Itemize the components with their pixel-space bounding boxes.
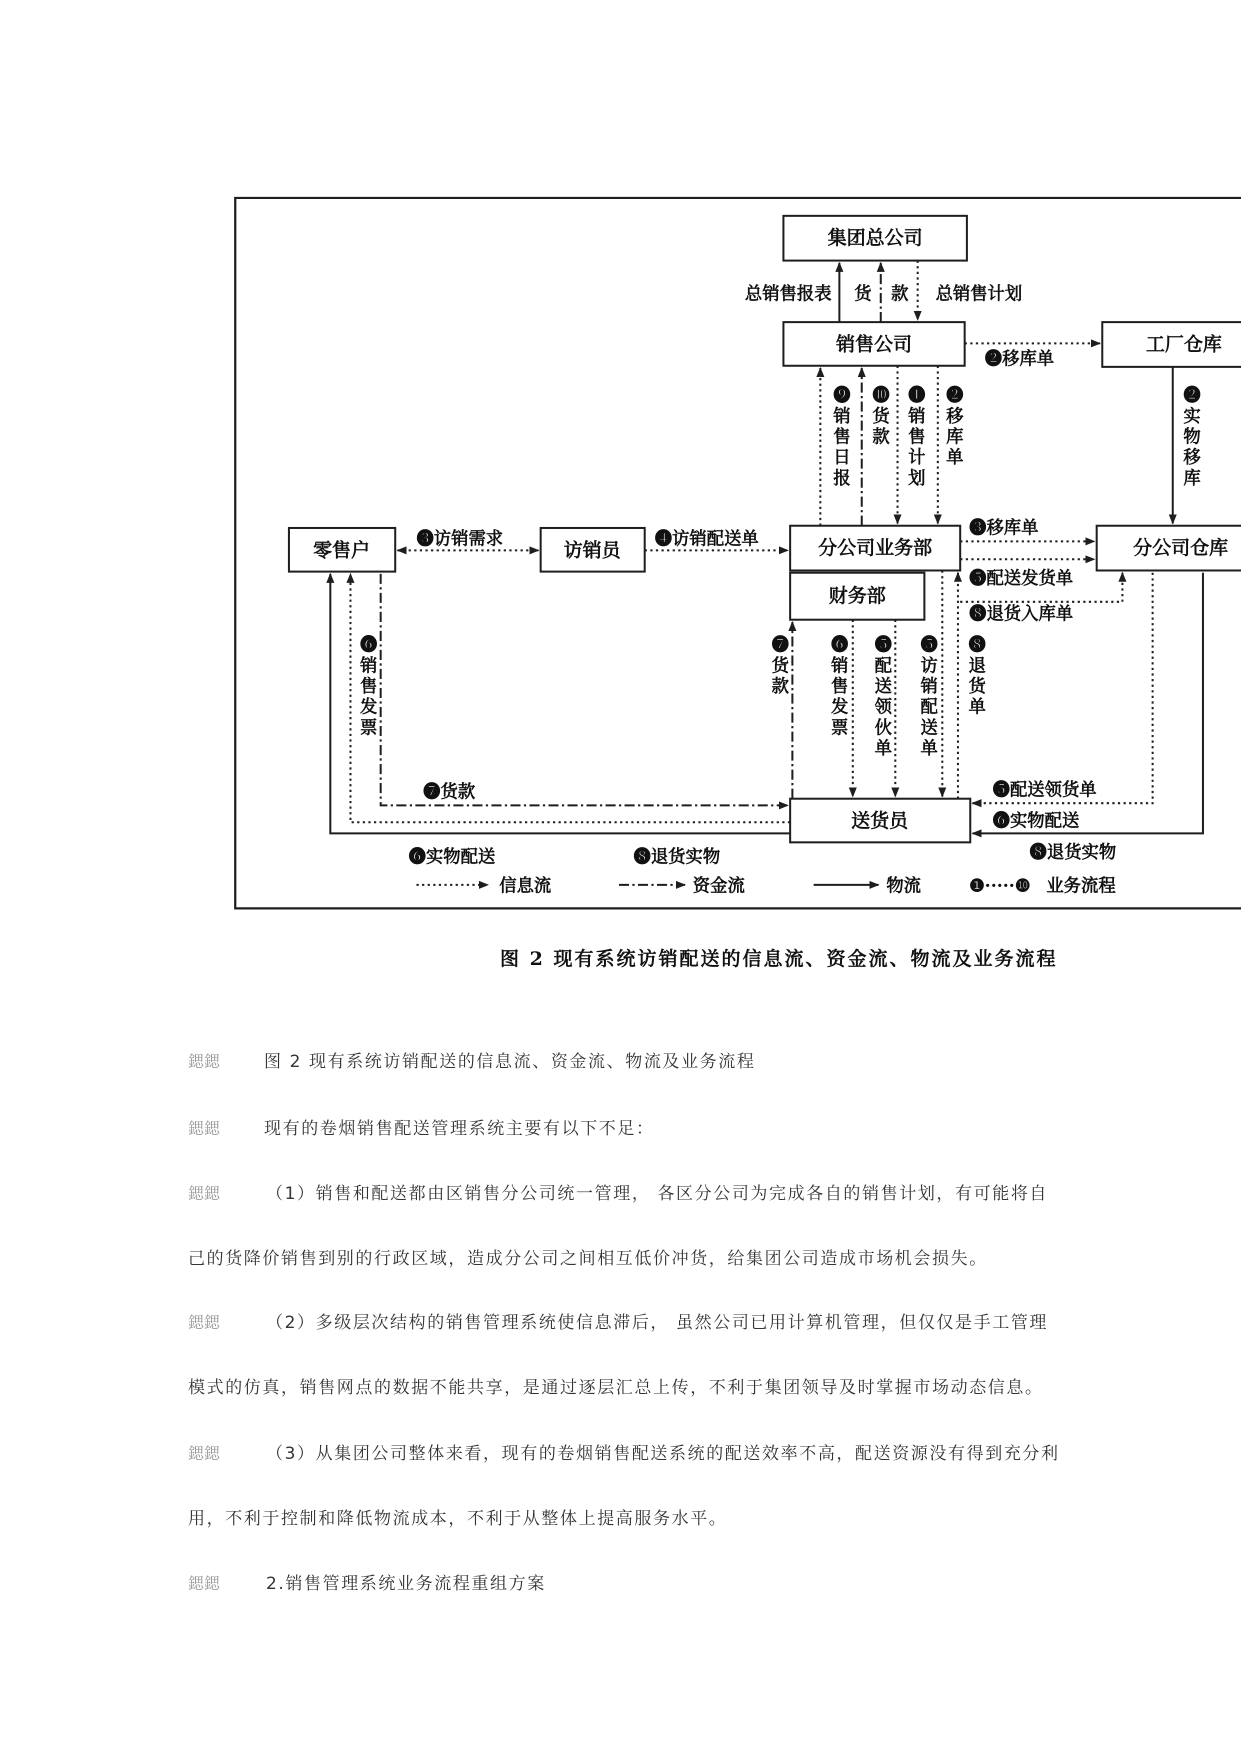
box-deliveryman (790, 799, 970, 843)
paragraph-line: 用，不利于控制和降低物流成本，不利于从整体上提高服务水平。 (188, 1509, 728, 1529)
legend-info-flow-label: 信息流 (499, 876, 552, 897)
label-physical-delivery-left: ❻实物配送 (408, 847, 496, 868)
paragraph-line: （1）销售和配送都由区销售分公司统一管理， 各区分公司为完成各自的销售计划，有可能将自 (266, 1184, 1049, 1204)
label-payment-to-sales-company: ❿货款 (868, 385, 889, 448)
label-total-sales-report: 总销售报表 (744, 284, 832, 305)
box-sales-rep (541, 528, 645, 572)
garbled-marker: 鍶鍶 (188, 1574, 221, 1593)
label-transfer-order-vertical: ❷移库单 (942, 385, 963, 469)
box-factory-warehouse (1102, 322, 1241, 367)
box-label-branch-warehouse: 分公司仓库 (1133, 537, 1229, 560)
box-group-hq (783, 216, 966, 261)
box-label-finance-dept: 财务部 (828, 585, 886, 608)
legend-logistics-label: 物流 (886, 876, 922, 897)
box-label-deliveryman: 送货员 (851, 810, 909, 833)
label-sales-invoice-left: ❻销售发票 (356, 635, 377, 739)
garbled-marker: 鍶鍶 (188, 1184, 221, 1203)
legend-process-label: 业务流程 (1046, 876, 1116, 897)
label-visit-demand: ❸访销需求 (416, 529, 504, 550)
label-payment-bottom: ❼货款 (423, 782, 476, 803)
paragraph-line: 模式的仿真，销售网点的数据不能共享，是通过逐层汇总上传，不利于集团领导及时掌握市场动态信息。 (188, 1378, 1044, 1398)
arrow-sales-invoice-left (350, 574, 790, 822)
garbled-marker: 鍶鍶 (188, 1052, 221, 1071)
label-delivery-pick-order-center: ❺配送领伙单 (870, 635, 891, 760)
legend-money-flow-label: 资金流 (692, 876, 745, 897)
legend-process-symbol: ❶·····❿ (969, 876, 1031, 897)
label-daily-sales-report: ❾销售日报 (829, 385, 850, 490)
box-finance-dept (790, 573, 924, 620)
label-return-goods-left: ❽退货实物 (633, 847, 721, 868)
box-label-factory-warehouse: 工厂仓库 (1145, 333, 1222, 356)
paragraph-line: （3）从集团公司整体来看，现有的卷烟销售配送系统的配送效率不高，配送资源没有得到充分利 (266, 1444, 1060, 1464)
label-delivery-dispatch-order: ❺配送发货单 (969, 568, 1074, 589)
label-return-inbound-order: ❽退货入库单 (969, 604, 1074, 625)
paragraph-line: 己的货降价销售到别的行政区域，造成分公司之间相互低价冲货，给集团公司造成市场机会损失。 (188, 1249, 988, 1269)
label-payment-to-finance: ❼货款 (767, 635, 788, 698)
figure-caption: 图 2 现有系统访销配送的信息流、资金流、物流及业务流程 (500, 948, 1058, 970)
box-label-group-hq: 集团总公司 (827, 227, 923, 250)
box-retailer (289, 528, 395, 572)
arrow-physical-delivery-left (330, 574, 790, 834)
legend (416, 876, 1116, 897)
label-total-sales-plan: 总销售计划 (935, 284, 1023, 305)
box-label-branch-business-dept: 分公司业务部 (818, 537, 933, 560)
paragraph-line: 图 2 现有系统访销配送的信息流、资金流、物流及业务流程 (264, 1052, 756, 1072)
flow-diagram (233, 190, 1241, 923)
label-return-goods-right: ❽退货实物 (1029, 843, 1117, 864)
garbled-marker: 鍶鍶 (188, 1313, 221, 1332)
garbled-marker: 鍶鍶 (188, 1119, 221, 1138)
label-payment-huo: 货 (854, 284, 872, 305)
section-heading: 2.销售管理系统业务流程重组方案 (266, 1574, 546, 1594)
paragraph-line: 现有的卷烟销售配送管理系统主要有以下不足： (264, 1119, 655, 1139)
box-branch-warehouse (1097, 526, 1241, 571)
label-sales-invoice-center: ❻销售发票 (827, 635, 848, 739)
box-label-sales-rep: 访销员 (563, 539, 621, 562)
label-return-order: ❽退货单 (964, 635, 985, 719)
label-transfer-order-branch: ❸移库单 (969, 518, 1039, 539)
box-branch-business-dept (790, 526, 960, 571)
label-visit-delivery-order: ❹访销配送单 (654, 529, 759, 550)
paragraph-line: （2）多级层次结构的销售管理系统使信息滞后， 虽然公司已用计算机管理，但仅仅是手工管理 (266, 1313, 1049, 1333)
garbled-marker: 鍶鍶 (188, 1444, 221, 1463)
box-label-retailer: 零售户 (313, 539, 371, 562)
label-visit-delivery-order-center: ❺访销配送单 (916, 635, 937, 760)
label-sales-plan: ❶销售计划 (904, 385, 925, 490)
box-sales-company (783, 322, 964, 366)
label-physical-transfer: ❷实物移库 (1179, 385, 1200, 490)
box-label-sales-company: 销售公司 (836, 333, 913, 356)
label-delivery-pick-order-right: ❺配送领货单 (992, 780, 1097, 801)
label-physical-delivery-right: ❻实物配送 (992, 811, 1080, 832)
label-transfer-order-factory: ❷移库单 (984, 349, 1055, 370)
label-payment-kuan: 款 (891, 284, 909, 305)
arrow-payment-bottom (381, 574, 788, 806)
